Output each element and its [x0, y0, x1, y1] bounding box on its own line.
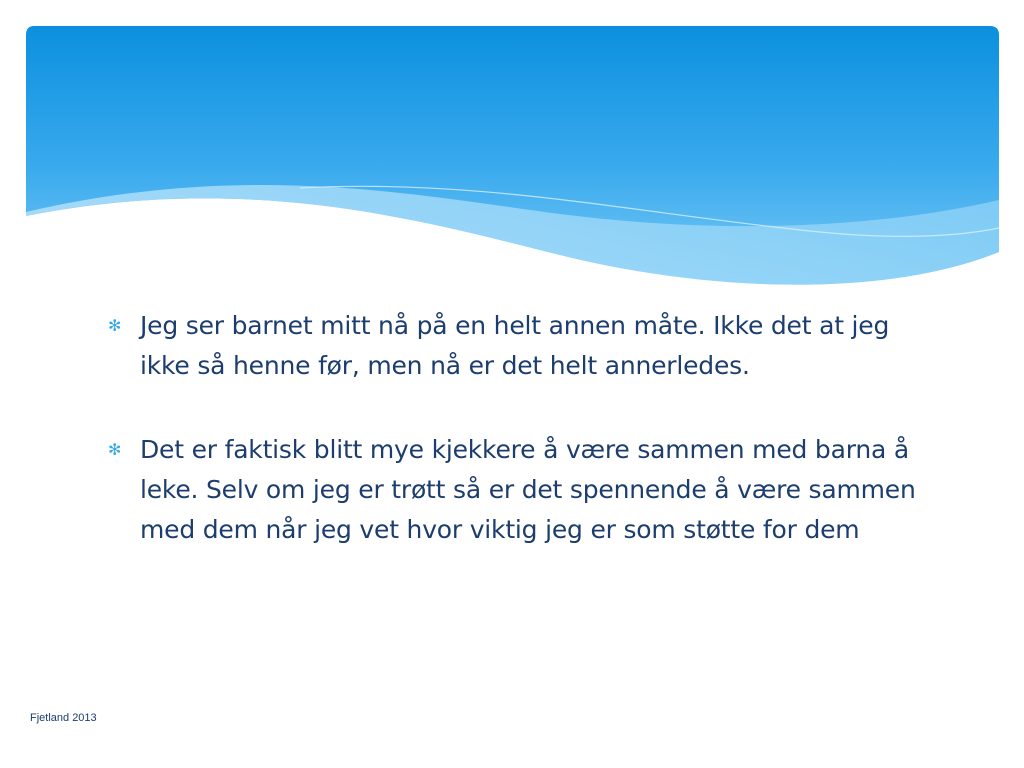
asterisk-bullet-icon: ✻ [108, 316, 122, 335]
bullet-text: Det er faktisk blitt mye kjekkere å være sammen med barna å leke. Selv om jeg er trøtt så er det spennende å være sammen med dem når jeg vet hvor viktig jeg er som støtte for dem [140, 435, 916, 544]
bullet-text: Jeg ser barnet mitt nå på en helt annen måte. Ikke det at jeg ikke så henne før, men nå er det helt annerledes. [140, 311, 890, 380]
slide-content [108, 306, 928, 594]
bullet-item [108, 306, 928, 386]
asterisk-bullet-icon: ✻ [108, 440, 122, 459]
header-wave-banner [0, 0, 1024, 300]
bullet-item [108, 430, 928, 550]
footer-text: Fjetland 2013 [30, 712, 97, 724]
